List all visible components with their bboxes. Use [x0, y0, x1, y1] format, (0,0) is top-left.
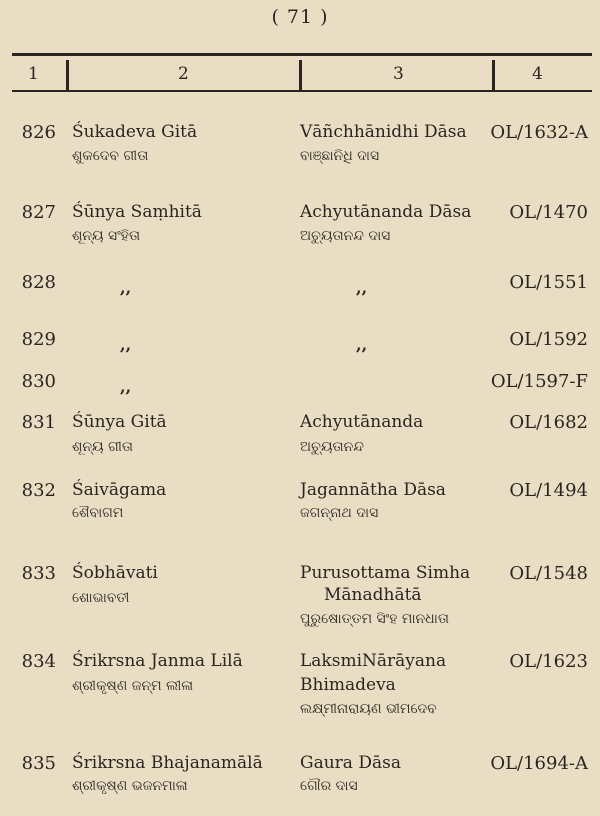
- column-header-4: 4: [532, 64, 543, 84]
- title-roman: Śukadeva Gitā: [72, 122, 198, 142]
- column-separator: [299, 60, 302, 90]
- title-odia: ଶ୍ରୀକୃଷ୍ଣ ଭଜନମାଳା: [72, 778, 188, 794]
- shelf-mark: OL/1470: [509, 202, 588, 223]
- title-roman: Śobhāvati: [72, 563, 158, 583]
- title-roman: Śrikrsna Janma Lilā: [72, 651, 243, 671]
- entry-number: 830: [21, 371, 56, 392]
- author-roman: Achyutānanda: [300, 412, 424, 432]
- ditto-mark: ,,: [356, 278, 368, 297]
- column-separator: [492, 60, 495, 90]
- title-odia: ଶୂନ୍ୟ ଗୀତା: [72, 439, 133, 455]
- title-odia: ଶୋଭାବତୀ: [72, 590, 130, 606]
- title-roman: Śūnya Gitā: [72, 412, 167, 432]
- page-number: ( 71 ): [271, 6, 329, 28]
- author-roman: Purusottama Simha: [300, 563, 471, 583]
- table-header-rule: [12, 90, 592, 92]
- shelf-mark: OL/1597-F: [490, 371, 588, 392]
- author-roman: Jagannātha Dāsa: [300, 480, 446, 500]
- author-roman: LaksmiNārāyana: [300, 651, 447, 671]
- ditto-mark: ,,: [120, 335, 132, 354]
- title-roman: Śūnya Saṃhitā: [72, 202, 202, 222]
- author-roman: Vāñchhānidhi Dāsa: [300, 122, 467, 142]
- author-roman-line2: Bhimadeva: [300, 675, 396, 695]
- shelf-mark: OL/1623: [509, 651, 588, 672]
- column-separator: [66, 60, 69, 90]
- ditto-mark: ,,: [356, 335, 368, 354]
- ditto-mark: ,,: [120, 377, 132, 396]
- shelf-mark: OL/1551: [509, 272, 588, 293]
- author-odia: ଗୌର ଦାସ: [300, 778, 358, 794]
- entry-number: 829: [21, 329, 56, 350]
- author-roman-line2: Mānadhātā: [324, 585, 422, 605]
- shelf-mark: OL/1592: [509, 329, 588, 350]
- title-roman: Śaivāgama: [72, 480, 167, 500]
- title-odia: ଶୁକଦେବ ଗୀତା: [72, 148, 149, 164]
- author-odia: ଅଚ୍ୟୁତାନନ୍ଦ: [300, 439, 364, 455]
- author-roman: Gaura Dāsa: [300, 753, 401, 773]
- entry-number: 835: [21, 753, 56, 774]
- shelf-mark: OL/1548: [509, 563, 588, 584]
- entry-number: 828: [21, 272, 56, 293]
- ditto-mark: ,,: [120, 278, 132, 297]
- title-roman: Śrikrsna Bhajanamālā: [72, 753, 263, 773]
- entry-number: 826: [21, 122, 56, 143]
- table-top-rule: [12, 53, 592, 56]
- title-odia: ଶୈବାଗମ: [72, 505, 124, 521]
- shelf-mark: OL/1694-A: [490, 753, 588, 774]
- column-header-2: 2: [178, 64, 189, 84]
- entry-number: 834: [21, 651, 56, 672]
- author-odia: ବାଞ୍ଛାନିଧି ଦାସ: [300, 148, 380, 164]
- column-header-1: 1: [28, 64, 39, 84]
- shelf-mark: OL/1494: [509, 480, 588, 501]
- author-odia: ପୁରୁଷୋତ୍ତମ ସିଂହ ମାନଧାତା: [300, 611, 449, 627]
- author-odia: ଅଚ୍ୟୁତାନନ୍ଦ ଦାସ: [300, 228, 391, 244]
- column-header-3: 3: [393, 64, 404, 84]
- entry-number: 832: [21, 480, 56, 501]
- author-odia: ଜଗନ୍ନାଥ ଦାସ: [300, 505, 379, 521]
- entry-number: 831: [21, 412, 56, 433]
- shelf-mark: OL/1682: [509, 412, 588, 433]
- author-odia: ଲକ୍ଷ୍ମୀନାରାୟଣ ଭୀମଦେବ: [300, 701, 437, 717]
- entry-number: 833: [21, 563, 56, 584]
- author-roman: Achyutānanda Dāsa: [300, 202, 472, 222]
- title-odia: ଶୂନ୍ୟ ସଂହିତା: [72, 228, 141, 244]
- title-odia: ଶ୍ରୀକୃଷ୍ଣ ଜନ୍ମ ଲୀଳା: [72, 678, 194, 694]
- shelf-mark: OL/1632-A: [490, 122, 588, 143]
- entry-number: 827: [21, 202, 56, 223]
